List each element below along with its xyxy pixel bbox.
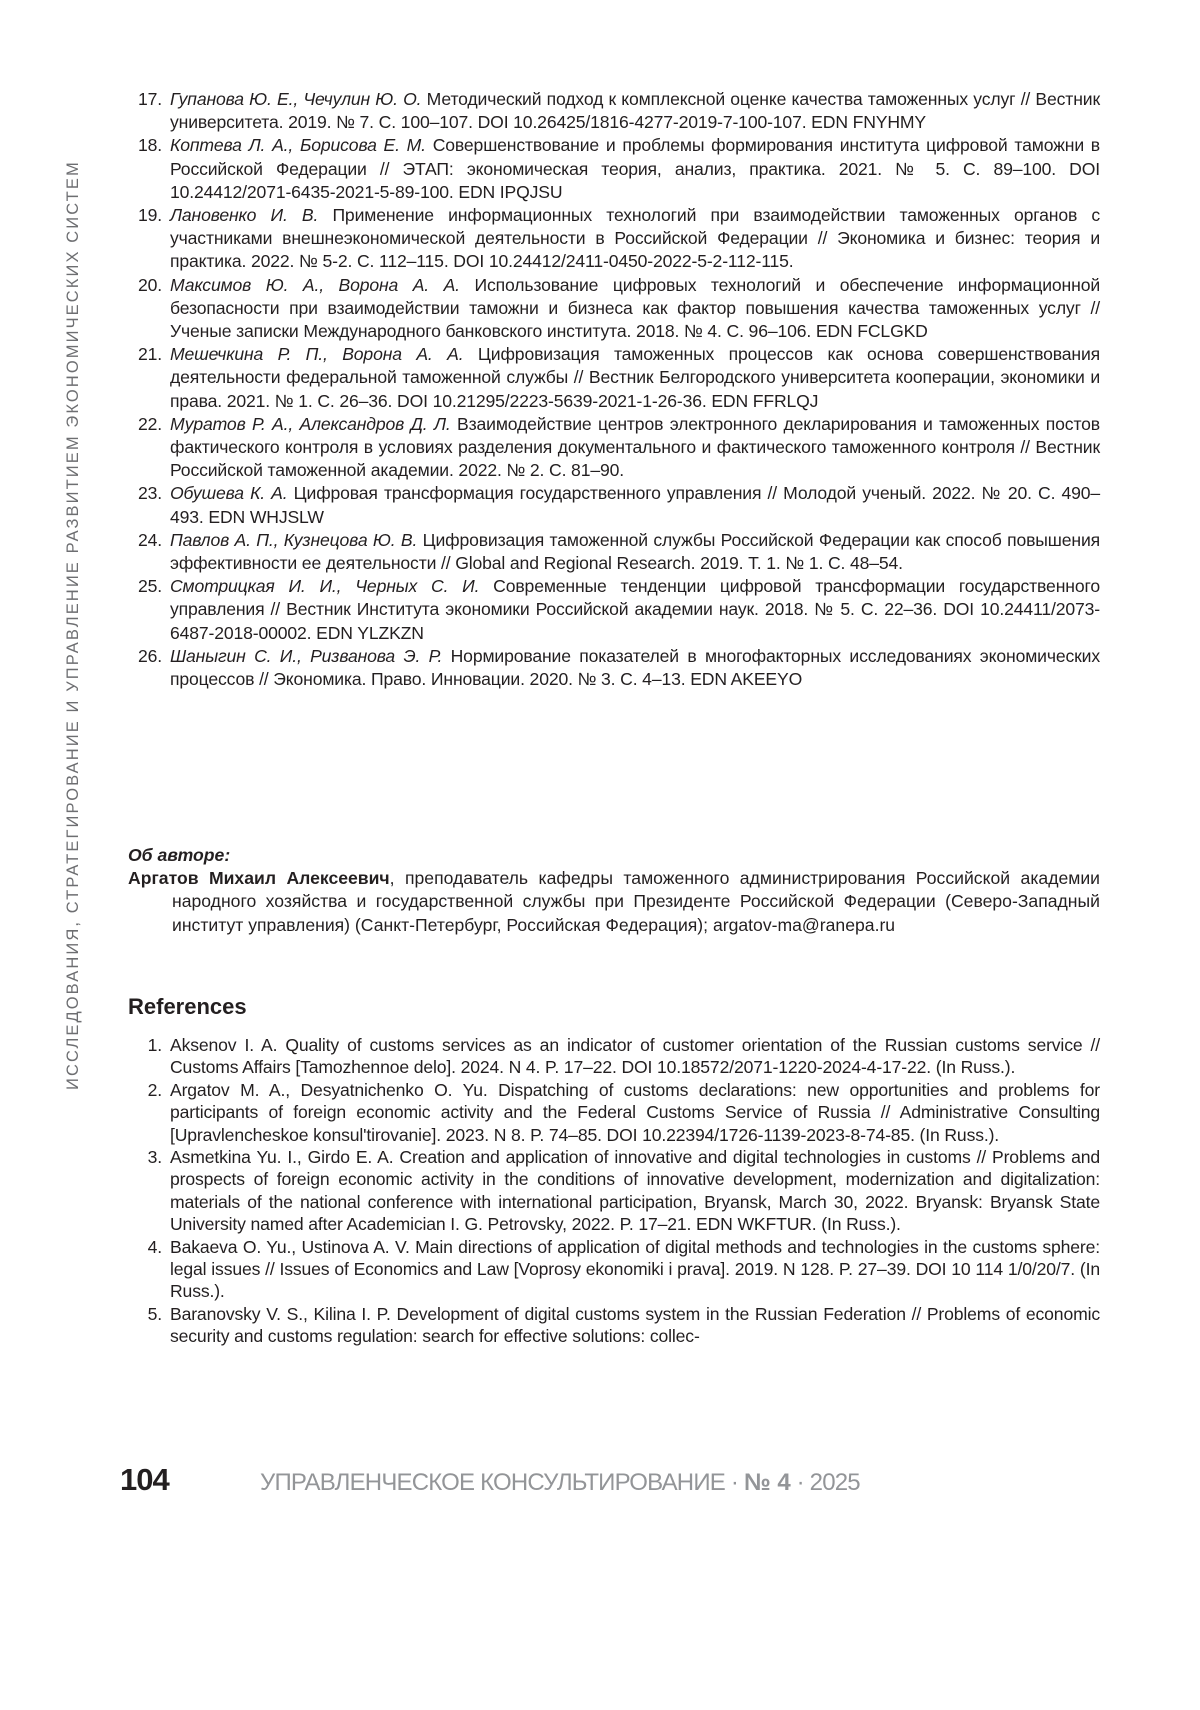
reference-text: Методический подход к комплексной оценке качества таможенных услуг // Вестник университета. 2019. № 7. С. 100–107. DOI 10.26425/1816-4277-2019-7-100-107. EDN FNYHMY [170,89,1100,132]
references-heading: References [128,994,247,1020]
author-name: Аргатов Михаил Алексеевич [128,868,390,888]
reference-text: Bakaeva O. Yu., Ustinova A. V. Main directions of application of digital methods and technologies in the customs sphere: legal issues // Issues of Economics and Law [Voprosy ekonomiki i prava]. 2019. N 128. P. 27–39. DOI 10 114 1/0/20/7. (In Russ.). [170,1237,1100,1302]
reference-item [128,1146,1100,1236]
reference-text: Aksenov I. A. Quality of customs services as an indicator of customer orientation of the Russian customs service // Customs Affairs [Tamozhennoe delo]. 2024. N 4. P. 17–22. DOI 10.18572/2071-1220-2024-4-17-22. (In Russ.). [170,1035,1100,1077]
reference-item [128,413,1100,483]
reference-authors: Муратов Р. А., Александров Д. Л. [170,414,451,434]
reference-number: 5. [128,1303,162,1325]
issue-number: № 4 [744,1469,791,1496]
about-author-heading: Об авторе: [128,844,1100,867]
reference-text: Argatov M. A., Desyatnichenko O. Yu. Dispatching of customs declarations: new opportunities and problems for participants of foreign economic activity and the Federal Customs Service of Russia // Administrative Consulting [Upravlencheskoe konsul'tirovanie]. 2023. N 8. P. 74–85. DOI 10.22394/1726-1139-2023-8-74-85. (In Russ.). [170,1080,1100,1145]
reference-number: 21. [128,343,162,366]
reference-number: 26. [128,645,162,668]
reference-authors: Коптева Л. А., Борисова Е. М. [170,135,426,155]
separator: · [725,1469,744,1496]
reference-text: Нормирование показателей в многофакторных исследованиях экономических процессов // Экономика. Право. Инновации. 2020. № 3. С. 4–13. EDN AKEEYO [170,646,1100,689]
journal-title: УПРАВЛЕНЧЕСКОЕ КОНСУЛЬТИРОВАНИЕ [260,1469,725,1496]
running-side-title: ИССЛЕДОВАНИЯ, СТРАТЕГИРОВАНИЕ И УПРАВЛЕНИЕ РАЗВИТИЕМ ЭКОНОМИЧЕСКИХ СИСТЕМ [64,160,83,1090]
reference-authors: Лановенко И. В. [170,205,318,225]
separator: · [791,1469,810,1496]
about-author [128,844,1100,937]
reference-item [128,1303,1100,1348]
reference-text: Цифровизация таможенной службы Российской Федерации как способ повышения эффективности ее деятельности // Global and Regional Research. 2019. Т. 1. № 1. С. 48–54. [170,530,1100,573]
reference-number: 17. [128,88,162,111]
reference-item [128,575,1100,645]
reference-item [128,134,1100,204]
reference-item [128,274,1100,344]
reference-text: Современные тенденции цифровой трансформации государственного управления // Вестник Института экономики Российской академии наук. 2018. № 5. С. 22–36. DOI 10.24411/2073-6487-2018-00002. EDN YLZKZN [170,576,1100,642]
reference-number: 18. [128,134,162,157]
page-number: 104 [120,1462,260,1498]
russian-reference-list [128,88,1100,691]
reference-text: Цифровизация таможенных процессов как основа совершенствования деятельности федеральной таможенной службы // Вестник Белгородского университета кооперации, экономики и права. 2021. № 1. С. 26–36. DOI 10.21295/2223-5639-2021-1-26-36. EDN FFRLQJ [170,344,1100,410]
issue-year: 2025 [810,1469,860,1496]
english-reference-list [128,1034,1100,1348]
reference-item [128,529,1100,575]
author-bio-text: , преподаватель кафедры таможенного администрирования Российской академии народного хозяйства и государственной службы при Президенте Российской Федерации (Северо-Западный институт управления) (Санкт-Петербург, Российская Федерация); argatov-ma@ranepa.ru [172,868,1100,934]
reference-number: 2. [128,1079,162,1101]
reference-authors: Павлов А. П., Кузнецова Ю. В. [170,530,417,550]
reference-number: 22. [128,413,162,436]
reference-authors: Мешечкина Р. П., Ворона А. А. [170,344,463,364]
reference-text: Взаимодействие центров электронного декларирования и таможенных постов фактического контроля в условиях разделения документального и фактического таможенного контроля // Вестник Российской таможенной академии. 2022. № 2. С. 81–90. [170,414,1100,480]
reference-text: Baranovsky V. S., Kilina I. P. Development of digital customs system in the Russian Federation // Problems of economic security and customs regulation: search for effective solutions: collec- [170,1304,1100,1346]
reference-text: Применение информационных технологий при взаимодействии таможенных органов с участниками внешнеэкономической деятельности в Российской Федерации // Экономика и бизнес: теория и практика. 2022. № 5-2. С. 112–115. DOI 10.24412/2411-0450-2022-5-2-112-115. [170,205,1100,271]
reference-item [128,482,1100,528]
reference-item [128,1079,1100,1146]
reference-item [128,204,1100,274]
reference-number: 25. [128,575,162,598]
reference-item [128,645,1100,691]
reference-authors: Гупанова Ю. Е., Чечулин Ю. О. [170,89,421,109]
reference-number: 3. [128,1146,162,1168]
reference-item [128,1034,1100,1079]
reference-authors: Шаныгин С. И., Ризванова Э. Р. [170,646,442,666]
reference-item [128,343,1100,413]
reference-item [128,1236,1100,1303]
reference-number: 19. [128,204,162,227]
reference-number: 23. [128,482,162,505]
reference-text: Цифровая трансформация государственного управления // Молодой ученый. 2022. № 20. С. 490–493. EDN WHJSLW [170,483,1100,526]
reference-authors: Смотрицкая И. И., Черных С. И. [170,576,479,596]
page-footer [120,1462,860,1498]
reference-text: Использование цифровых технологий и обеспечение информационной безопасности при взаимодействии таможни и бизнеса как фактор повышения качества таможенных услуг // Ученые записки Международного банковского института. 2018. № 4. С. 96–106. EDN FCLGKD [170,275,1100,341]
reference-item [128,88,1100,134]
reference-number: 20. [128,274,162,297]
reference-text: Asmetkina Yu. I., Girdo E. A. Creation and application of innovative and digital technologies in customs // Problems and prospects of foreign economic activity in the conditions of innovative development, modernization and digitalization: materials of the national conference with international participation, Bryansk, March 30, 2022. Bryansk: Bryansk State University named after Academician I. G. Petrovsky, 2022. P. 17–21. EDN WKFTUR. (In Russ.). [170,1147,1100,1234]
reference-number: 4. [128,1236,162,1258]
reference-authors: Обушева К. А. [170,483,288,503]
reference-text: Совершенствование и проблемы формирования института цифровой таможни в Российской Федерации // ЭТАП: экономическая теория, анализ, практика. 2021. № 5. С. 89–100. DOI 10.24412/2071-6435-2021-5-89-100. EDN IPQJSU [170,135,1100,201]
reference-number: 1. [128,1034,162,1056]
reference-number: 24. [128,529,162,552]
reference-authors: Максимов Ю. А., Ворона А. А. [170,275,460,295]
author-bio [128,867,1100,937]
